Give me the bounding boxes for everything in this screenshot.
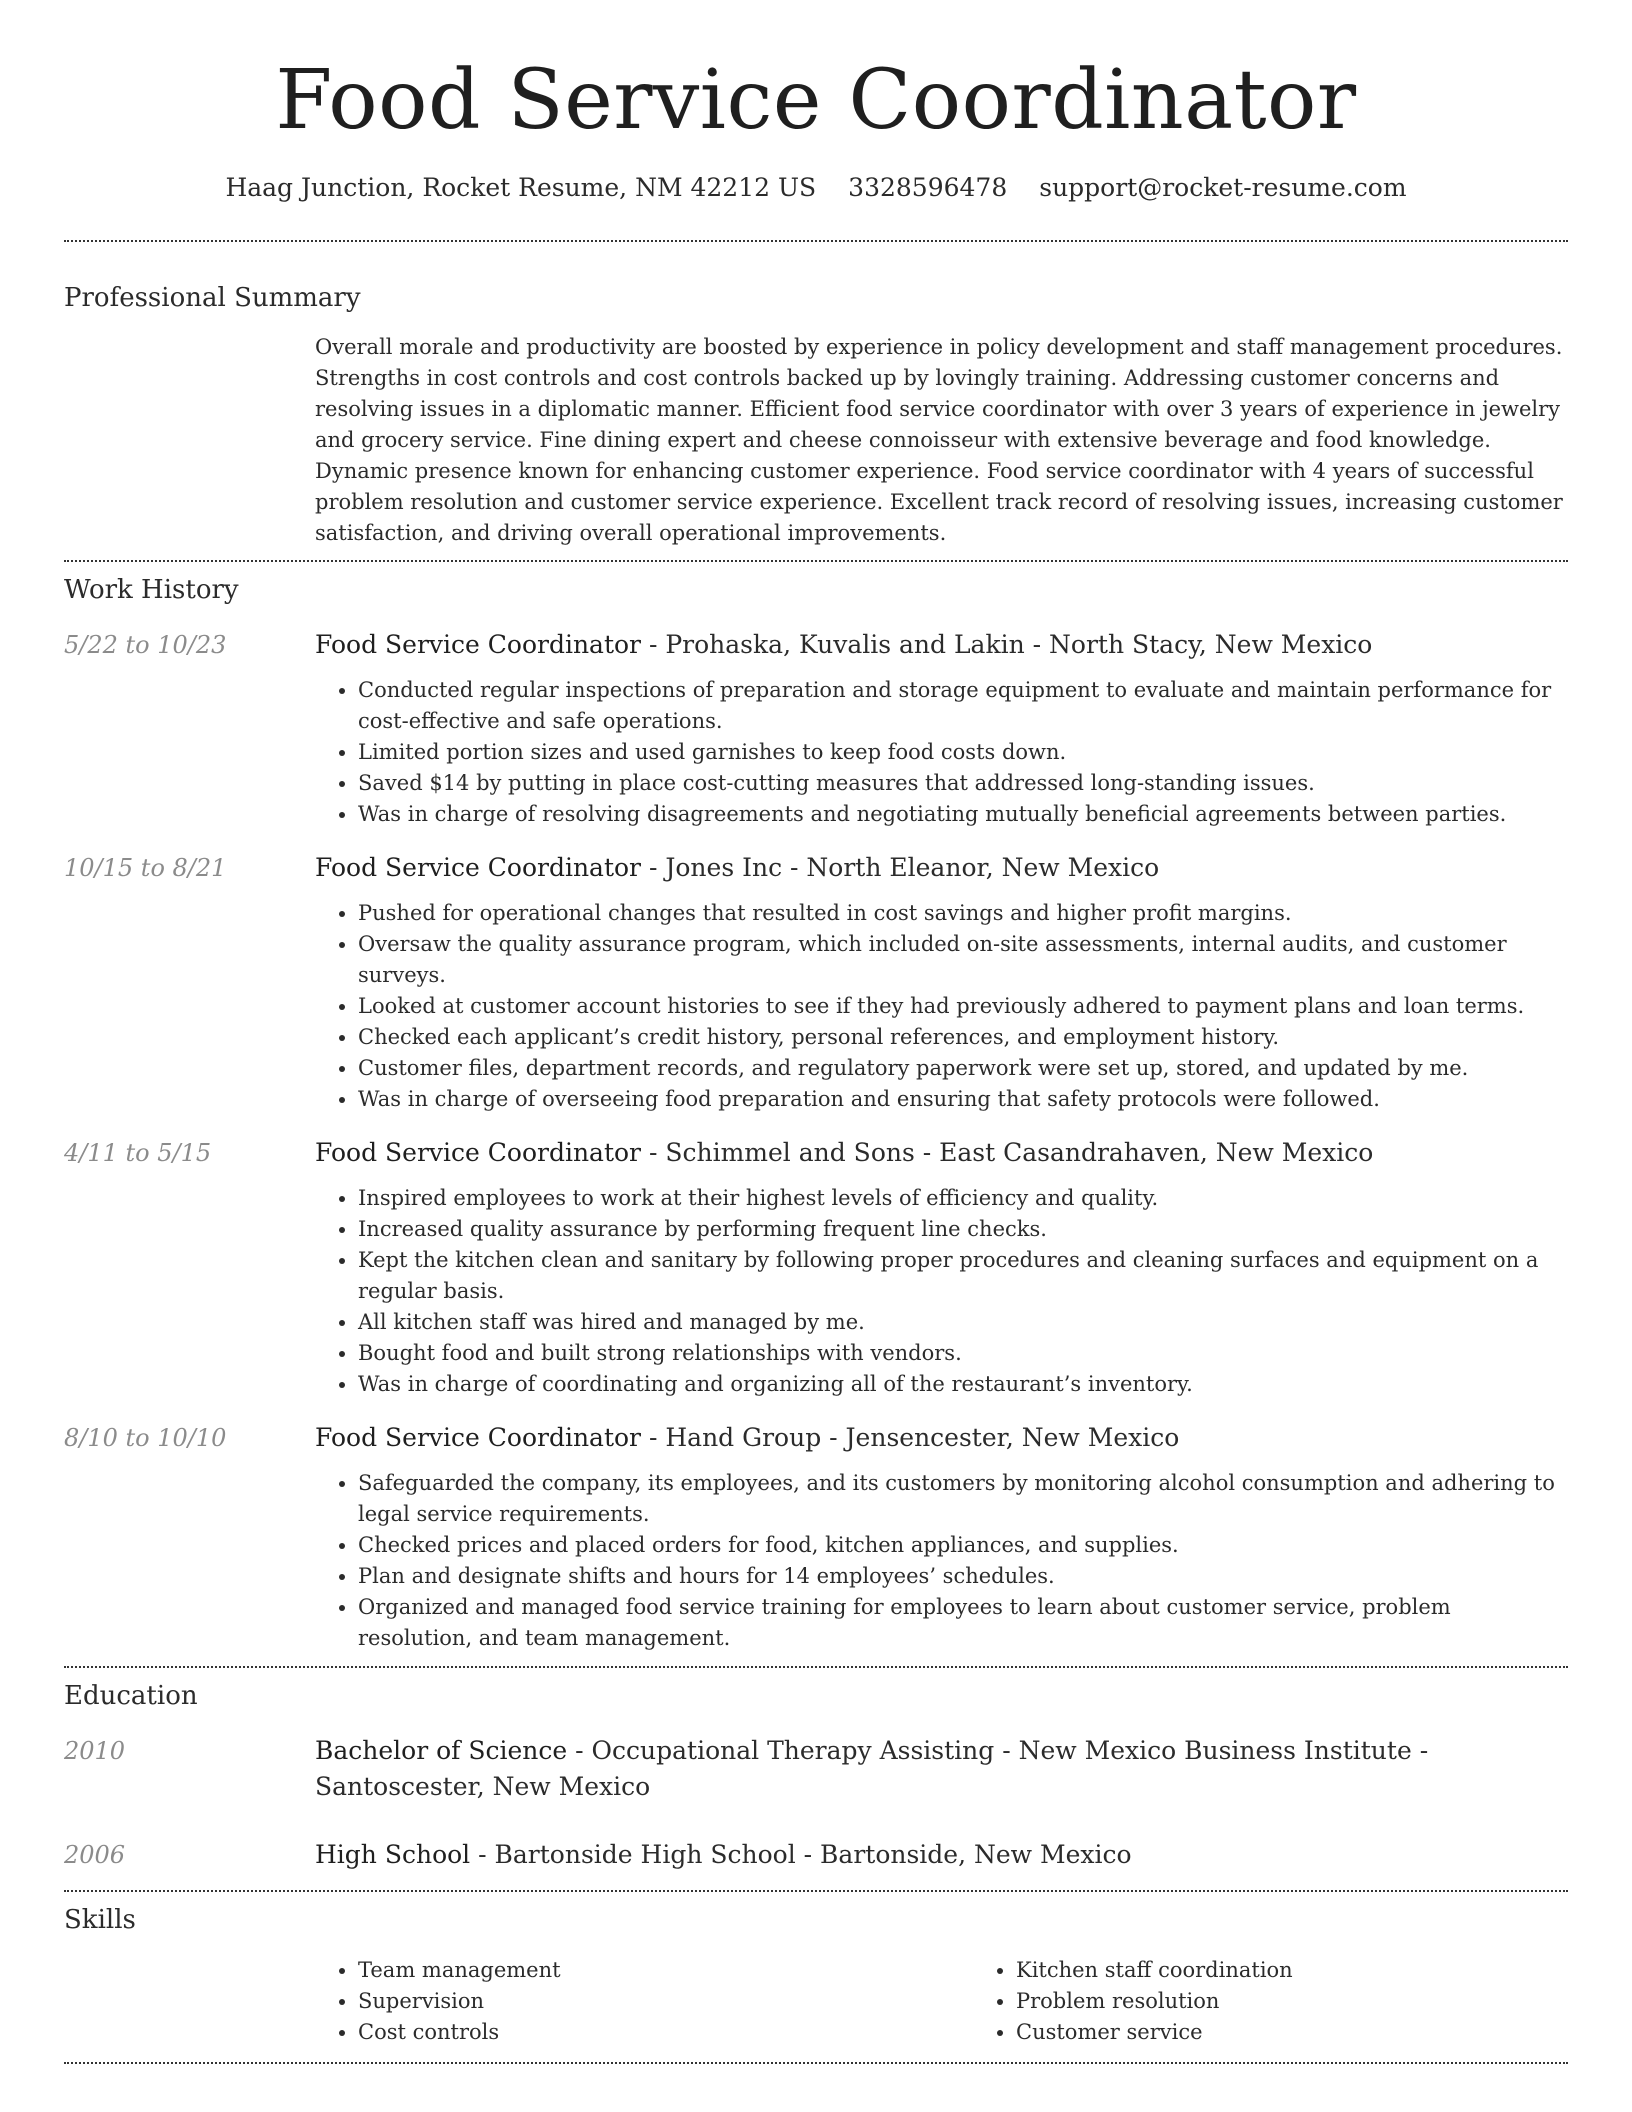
skill-item: • Problem resolution (1016, 1986, 1631, 2017)
contact-line (64, 170, 1568, 206)
resume-header (64, 0, 1568, 206)
section-title-education: Education (64, 1681, 198, 1711)
list-item: • Plan and designate shifts and hours for 14 employees’ schedules. (358, 1561, 1568, 1592)
list-item: • Saved $14 by putting in place cost-cutting measures that addressed long-standing issues. (358, 768, 1568, 799)
job-title: Food Service Coordinator - Schimmel and Sons - East Casandrahaven, New Mexico (315, 1138, 1374, 1167)
skills-list-left (315, 1955, 973, 2048)
skills-section (64, 1892, 1568, 2048)
job-bullets (315, 1468, 1568, 1654)
skill-item: • Supervision (358, 1986, 973, 2017)
list-item: • Was in charge of coordinating and organizing all of the restaurant’s inventory. (358, 1369, 1568, 1400)
job-entry (64, 627, 1568, 830)
list-item: • Oversaw the quality assurance program, which included on-site assessments, internal audits, and customer surveys. (358, 929, 1568, 991)
section-title-work-history: Work History (64, 575, 239, 605)
summary-section (64, 242, 1568, 549)
list-item: • Limited portion sizes and used garnishes to keep food costs down. (358, 737, 1568, 768)
job-title: Food Service Coordinator - Hand Group - Jensencester, New Mexico (315, 1423, 1180, 1452)
list-item: • Inspired employees to work at their highest levels of efficiency and quality. (358, 1183, 1568, 1214)
list-item: • Was in charge of resolving disagreements and negotiating mutually beneficial agreements between parties. (358, 799, 1568, 830)
email: support@rocket-resume.com (1039, 173, 1407, 202)
education-entry (64, 1733, 1568, 1805)
section-title-summary: Professional Summary (64, 283, 361, 313)
job-dates: 8/10 to 10/10 (64, 1424, 227, 1452)
summary-text: Overall morale and productivity are boosted by experience in policy development and staff management procedures. Strengths in cost controls and cost controls backed up by lovingly training. Addressing customer concerns and resolving issues in a diplomatic manner. Efficient food service coordinator with over 3 years of experience in jewelry and grocery service. Fine dining expert and cheese connoisseur with extensive beverage and food knowledge. Dynamic presence known for enhancing customer experience. Food service coordinator with 4 years of successful problem resolution and customer service experience. Excellent track record of resolving issues, increasing customer satisfaction, and driving overall operational improvements. (315, 335, 1563, 545)
list-item: • Kept the kitchen clean and sanitary by following proper procedures and cleaning surfaces and equipment on a regular basis. (358, 1245, 1568, 1307)
skill-item: • Team management (358, 1955, 973, 1986)
education-entry (64, 1837, 1568, 1873)
list-item: • Checked each applicant’s credit history, personal references, and employment history. (358, 1022, 1568, 1053)
list-item: • Increased quality assurance by performing frequent line checks. (358, 1214, 1568, 1245)
job-bullets (315, 1183, 1568, 1400)
job-title: Food Service Coordinator - Prohaska, Kuvalis and Lakin - North Stacy, New Mexico (315, 630, 1373, 659)
job-dates: 5/22 to 10/23 (64, 631, 227, 659)
skill-item: • Kitchen staff coordination (1016, 1955, 1631, 1986)
address: Haag Junction, Rocket Resume, NM 42212 US (225, 173, 817, 202)
list-item: • Was in charge of overseeing food preparation and ensuring that safety protocols were followed. (358, 1084, 1568, 1115)
education-section (64, 1668, 1568, 1873)
list-item: • Bought food and built strong relationships with vendors. (358, 1338, 1568, 1369)
list-item: • Safeguarded the company, its employees, and its customers by monitoring alcohol consumption and adhering to legal service requirements. (358, 1468, 1568, 1530)
skill-item: • Cost controls (358, 2017, 973, 2048)
education-year: 2006 (64, 1841, 126, 1869)
section-divider (64, 2062, 1568, 2064)
work-history-section (64, 562, 1568, 1654)
list-item: • Pushed for operational changes that resulted in cost savings and higher profit margins. (358, 898, 1568, 929)
job-entry (64, 850, 1568, 1115)
section-title-skills: Skills (64, 1905, 136, 1935)
list-item: • Organized and managed food service training for employees to learn about customer service, problem resolution, and team management. (358, 1592, 1568, 1654)
job-entry (64, 1420, 1568, 1654)
skills-list-right (973, 1955, 1631, 2048)
job-bullets (315, 675, 1568, 830)
list-item: • Looked at customer account histories to see if they had previously adhered to payment plans and loan terms. (358, 991, 1568, 1022)
education-year: 2010 (64, 1737, 126, 1765)
list-item: • Checked prices and placed orders for food, kitchen appliances, and supplies. (358, 1530, 1568, 1561)
list-item: • All kitchen staff was hired and managed by me. (358, 1307, 1568, 1338)
list-item: • Conducted regular inspections of preparation and storage equipment to evaluate and maintain performance for cost-effective and safe operations. (358, 675, 1568, 737)
job-dates: 10/15 to 8/21 (64, 854, 227, 882)
skill-item: • Customer service (1016, 2017, 1631, 2048)
list-item: • Customer files, department records, and regulatory paperwork were set up, stored, and updated by me. (358, 1053, 1568, 1084)
job-dates: 4/11 to 5/15 (64, 1139, 212, 1167)
education-title: Bachelor of Science - Occupational Therapy Assisting - New Mexico Business Institute - Santoscester, New Mexico (315, 1736, 1429, 1801)
resume-page (64, 0, 1568, 2064)
job-entry (64, 1135, 1568, 1400)
page-title: Food Service Coordinator (275, 53, 1357, 148)
education-title: High School - Bartonside High School - Bartonside, New Mexico (315, 1840, 1132, 1869)
job-title: Food Service Coordinator - Jones Inc - North Eleanor, New Mexico (315, 853, 1160, 882)
job-bullets (315, 898, 1568, 1115)
phone: 3328596478 (848, 173, 1008, 202)
